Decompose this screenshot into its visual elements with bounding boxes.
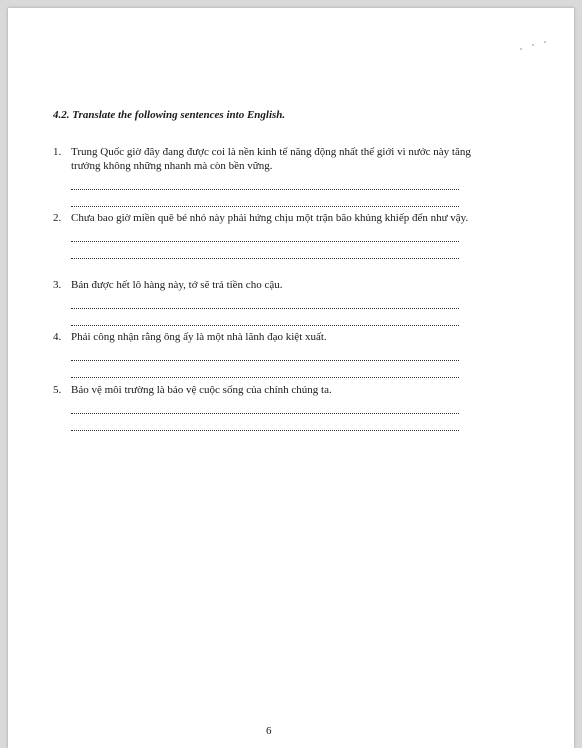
answer-line [71,361,459,378]
item-number: 1. [53,146,62,158]
scan-speck [532,44,534,46]
item-text: Chưa bao giờ miền quê bé nhỏ này phải hứng chịu một trận bão khủng khiếp đến như vậy. [71,212,469,224]
answer-line [71,190,459,207]
item-text: Trung Quốc giờ đây đang được coi là nền kinh tế năng động nhất thế giới vì nước này tăng trưởng không những nhanh mà còn bền vững. [71,146,471,172]
answer-line [71,292,459,309]
scan-speck [544,41,546,43]
answer-line [71,309,459,326]
exercise-item [53,211,503,259]
answer-line [71,397,459,414]
page-number: 6 [266,725,272,737]
item-number: 5. [53,384,62,396]
item-text: Phải công nhận rằng ông ấy là một nhà lãnh đạo kiệt xuất. [71,331,327,343]
answer-line [71,173,459,190]
answer-line [71,225,459,242]
answer-line [71,344,459,361]
answer-line [71,242,459,259]
document-page [8,8,574,748]
exercise-heading: 4.2. Translate the following sentences into English. [53,109,286,121]
item-number: 2. [53,212,62,224]
answer-line [71,414,459,431]
item-number: 3. [53,279,62,291]
item-text: Bảo vệ môi trường là bảo vệ cuộc sống của chính chúng ta. [71,384,332,396]
exercise-item [53,278,503,326]
scan-speck [520,48,522,50]
item-text: Bán được hết lô hàng này, tớ sẽ trả tiền cho cậu. [71,279,283,291]
exercise-item [53,383,503,431]
exercise-item [53,330,503,378]
exercise-item [53,145,503,207]
item-number: 4. [53,331,62,343]
